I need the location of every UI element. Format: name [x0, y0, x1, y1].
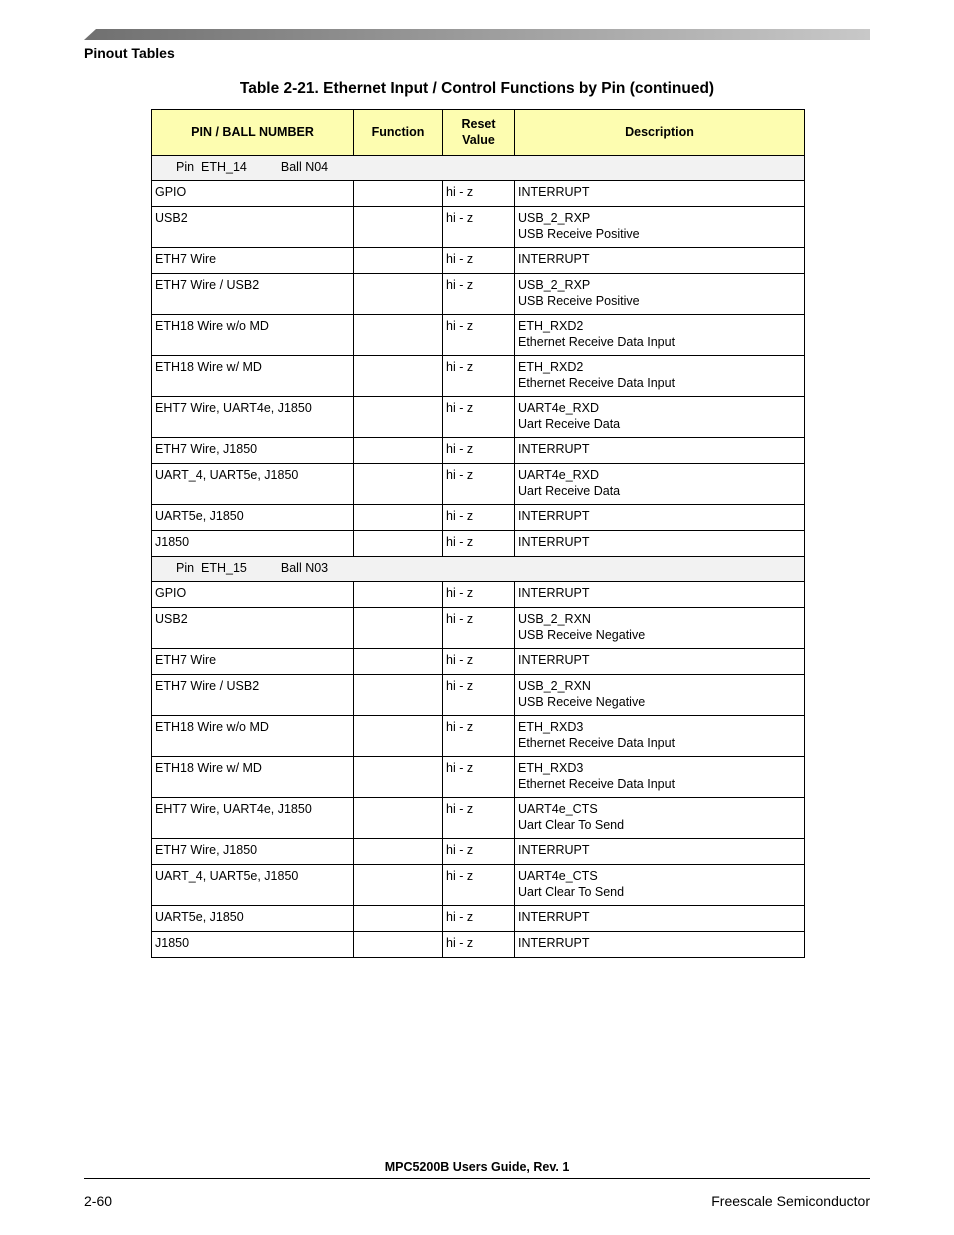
pin-mode-cell: GPIO — [152, 582, 354, 608]
footer-doc-title: MPC5200B Users Guide, Rev. 1 — [384, 1160, 570, 1174]
signal-name: ETH_RXD3 — [518, 720, 584, 734]
description-cell — [515, 531, 805, 557]
signal-name: INTERRUPT — [518, 509, 590, 523]
table-row — [152, 906, 805, 932]
description-cell — [515, 181, 805, 207]
table-row — [152, 505, 805, 531]
pin-mode-cell: ETH18 Wire w/ MD — [152, 356, 354, 397]
ball-label: Ball N04 — [280, 160, 329, 174]
table-row — [152, 582, 805, 608]
pin-mode-cell: GPIO — [152, 181, 354, 207]
pin-mode-cell: USB2 — [152, 608, 354, 649]
function-cell — [354, 798, 443, 839]
signal-description: USB Receive Negative — [518, 694, 646, 709]
signal-description: USB Receive Positive — [518, 226, 640, 241]
description-cell — [515, 798, 805, 839]
table-row — [152, 716, 805, 757]
pin-group-row — [152, 557, 805, 582]
reset-value-cell: hi - z — [443, 356, 515, 397]
function-cell — [354, 675, 443, 716]
signal-name: INTERRUPT — [518, 586, 590, 600]
signal-name: INTERRUPT — [518, 185, 590, 199]
reset-value-cell: hi - z — [443, 181, 515, 207]
description-cell — [515, 315, 805, 356]
reset-value-cell: hi - z — [443, 906, 515, 932]
description-cell — [515, 865, 805, 906]
description-cell — [515, 675, 805, 716]
description-cell — [515, 839, 805, 865]
signal-name: USB_2_RXN — [518, 612, 591, 626]
signal-description: Uart Receive Data — [518, 416, 621, 431]
function-cell — [354, 181, 443, 207]
ball-label: Ball N03 — [280, 561, 329, 575]
function-cell — [354, 315, 443, 356]
table-row — [152, 608, 805, 649]
description-cell — [515, 608, 805, 649]
description-cell — [515, 274, 805, 315]
pin-mode-cell: ETH18 Wire w/ MD — [152, 757, 354, 798]
reset-value-cell: hi - z — [443, 274, 515, 315]
col-header-description: Description — [515, 110, 805, 156]
section-title: Pinout Tables — [84, 45, 175, 61]
function-cell — [354, 505, 443, 531]
function-cell — [354, 865, 443, 906]
pin-mode-cell: ETH7 Wire, J1850 — [152, 839, 354, 865]
signal-name: UART4e_RXD — [518, 468, 600, 482]
pin-mode-cell: USB2 — [152, 207, 354, 248]
table-row — [152, 315, 805, 356]
pin-label: Pin ETH_14 — [176, 160, 247, 174]
signal-name: INTERRUPT — [518, 653, 590, 667]
signal-description: Ethernet Receive Data Input — [518, 776, 676, 791]
signal-name: INTERRUPT — [518, 910, 590, 924]
function-cell — [354, 356, 443, 397]
pin-mode-cell: UART_4, UART5e, J1850 — [152, 464, 354, 505]
table-row — [152, 757, 805, 798]
function-cell — [354, 438, 443, 464]
signal-name: ETH_RXD2 — [518, 360, 584, 374]
footer-divider — [84, 1178, 870, 1179]
function-cell — [354, 716, 443, 757]
function-cell — [354, 608, 443, 649]
pinout-table — [151, 109, 805, 958]
description-cell — [515, 356, 805, 397]
signal-name: INTERRUPT — [518, 252, 590, 266]
publisher: Freescale Semiconductor — [711, 1193, 870, 1209]
pin-group-row — [152, 156, 805, 181]
table-row — [152, 397, 805, 438]
reset-value-cell: hi - z — [443, 315, 515, 356]
signal-name: ETH_RXD3 — [518, 761, 584, 775]
table-row — [152, 248, 805, 274]
reset-value-cell: hi - z — [443, 531, 515, 557]
signal-description: Uart Clear To Send — [518, 884, 625, 899]
reset-value-cell: hi - z — [443, 757, 515, 798]
pin-label: Pin ETH_15 — [176, 561, 247, 575]
signal-name: INTERRUPT — [518, 442, 590, 456]
pin-mode-cell: ETH7 Wire / USB2 — [152, 274, 354, 315]
table-row — [152, 531, 805, 557]
table-row — [152, 181, 805, 207]
signal-description: Ethernet Receive Data Input — [518, 735, 676, 750]
table-row — [152, 464, 805, 505]
reset-value-cell: hi - z — [443, 608, 515, 649]
function-cell — [354, 274, 443, 315]
function-cell — [354, 397, 443, 438]
signal-name: INTERRUPT — [518, 843, 590, 857]
pin-group-cell — [152, 557, 805, 582]
signal-name: UART4e_CTS — [518, 802, 598, 816]
reset-value-cell: hi - z — [443, 248, 515, 274]
description-cell — [515, 438, 805, 464]
table-row — [152, 839, 805, 865]
description-cell — [515, 757, 805, 798]
signal-name: UART4e_RXD — [518, 401, 600, 415]
description-cell — [515, 207, 805, 248]
pin-mode-cell: UART5e, J1850 — [152, 906, 354, 932]
table-row — [152, 649, 805, 675]
function-cell — [354, 649, 443, 675]
reset-value-cell: hi - z — [443, 716, 515, 757]
function-cell — [354, 757, 443, 798]
reset-value-cell: hi - z — [443, 438, 515, 464]
pin-mode-cell: EHT7 Wire, UART4e, J1850 — [152, 397, 354, 438]
signal-name: INTERRUPT — [518, 936, 590, 950]
signal-name: USB_2_RXP — [518, 211, 591, 225]
function-cell — [354, 932, 443, 958]
signal-description: Uart Receive Data — [518, 483, 621, 498]
pin-mode-cell: J1850 — [152, 531, 354, 557]
function-cell — [354, 906, 443, 932]
table-caption: Table 2-21. Ethernet Input / Control Functions by Pin (continued) — [239, 80, 715, 97]
description-cell — [515, 397, 805, 438]
pin-mode-cell: J1850 — [152, 932, 354, 958]
signal-name: UART4e_CTS — [518, 869, 598, 883]
table-header-row — [152, 110, 805, 156]
signal-name: USB_2_RXN — [518, 679, 591, 693]
signal-description: Ethernet Receive Data Input — [518, 375, 676, 390]
description-cell — [515, 932, 805, 958]
table-row — [152, 798, 805, 839]
pin-mode-cell: ETH7 Wire — [152, 248, 354, 274]
function-cell — [354, 839, 443, 865]
pin-group-cell — [152, 156, 805, 181]
table-row — [152, 207, 805, 248]
description-cell — [515, 582, 805, 608]
pin-mode-cell: EHT7 Wire, UART4e, J1850 — [152, 798, 354, 839]
reset-value-cell: hi - z — [443, 865, 515, 906]
reset-value-cell: hi - z — [443, 839, 515, 865]
table-row — [152, 865, 805, 906]
pin-mode-cell: UART5e, J1850 — [152, 505, 354, 531]
col-header-pin: PIN / BALL NUMBER — [152, 110, 354, 156]
description-cell — [515, 716, 805, 757]
table-body — [152, 156, 805, 958]
reset-value-cell: hi - z — [443, 464, 515, 505]
table-row — [152, 932, 805, 958]
description-cell — [515, 505, 805, 531]
pin-mode-cell: ETH18 Wire w/o MD — [152, 315, 354, 356]
function-cell — [354, 582, 443, 608]
pin-mode-cell: ETH7 Wire — [152, 649, 354, 675]
col-header-reset: Reset Value — [443, 110, 515, 156]
description-cell — [515, 248, 805, 274]
header-bar — [84, 29, 870, 40]
pin-mode-cell: ETH7 Wire, J1850 — [152, 438, 354, 464]
reset-value-cell: hi - z — [443, 397, 515, 438]
function-cell — [354, 464, 443, 505]
function-cell — [354, 531, 443, 557]
pin-mode-cell: UART_4, UART5e, J1850 — [152, 865, 354, 906]
description-cell — [515, 649, 805, 675]
description-cell — [515, 906, 805, 932]
reset-value-cell: hi - z — [443, 207, 515, 248]
page-number: 2-60 — [84, 1193, 113, 1209]
signal-name: USB_2_RXP — [518, 278, 591, 292]
signal-description: USB Receive Negative — [518, 627, 646, 642]
reset-value-cell: hi - z — [443, 798, 515, 839]
signal-description: Ethernet Receive Data Input — [518, 334, 676, 349]
signal-description: USB Receive Positive — [518, 293, 640, 308]
reset-value-cell: hi - z — [443, 932, 515, 958]
table-row — [152, 675, 805, 716]
reset-value-cell: hi - z — [443, 582, 515, 608]
signal-name: INTERRUPT — [518, 535, 590, 549]
reset-value-cell: hi - z — [443, 505, 515, 531]
pin-mode-cell: ETH18 Wire w/o MD — [152, 716, 354, 757]
col-header-function: Function — [354, 110, 443, 156]
table-row — [152, 356, 805, 397]
function-cell — [354, 248, 443, 274]
function-cell — [354, 207, 443, 248]
reset-value-cell: hi - z — [443, 675, 515, 716]
pin-mode-cell: ETH7 Wire / USB2 — [152, 675, 354, 716]
reset-value-cell: hi - z — [443, 649, 515, 675]
signal-description: Uart Clear To Send — [518, 817, 625, 832]
table-row — [152, 274, 805, 315]
description-cell — [515, 464, 805, 505]
signal-name: ETH_RXD2 — [518, 319, 584, 333]
table-row — [152, 438, 805, 464]
